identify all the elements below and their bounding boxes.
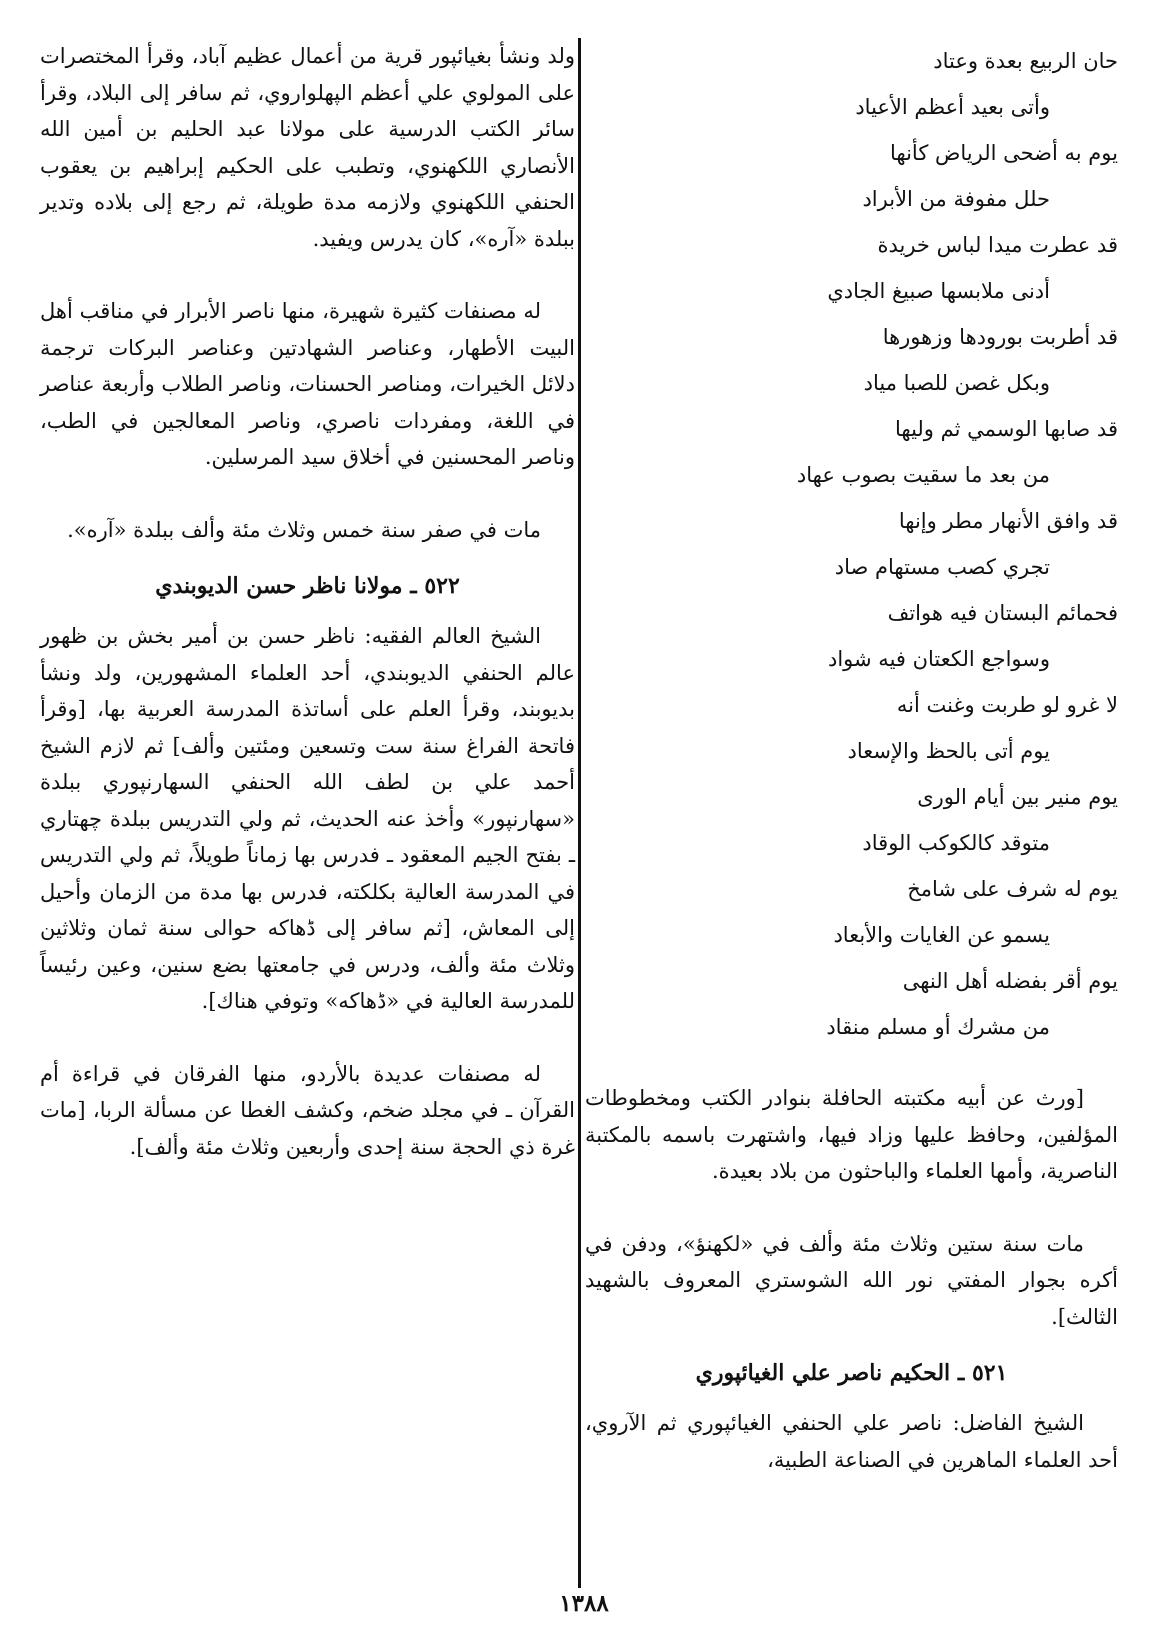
verse-line: قد وافق الأنهار مطر وإنها: [898, 509, 1118, 533]
verse-line: أدنى ملابسها صبيغ الجادي: [827, 279, 1050, 303]
paragraph-entry-521-continued: ولد ونشأ بغيائپور قرية من أعمال عظيم آباد، وقرأ المختصرات على المولوي علي أعظم الپهلواروي، ثم سافر إلى البلاد، وقرأ سائر الكتب الدرسية على مولانا عبد الحليم بن أمين الله الأنصاري اللكهنوي، وتطبب على الحكيم إبراهيم بن يعقوب الحنفي اللكهنوي ولازمه مدة طويلة، ثم رجع إلى بلاده وتدير ببلدة «آره»، كان يدرس ويفيد.: [40, 44, 575, 251]
verse-line: فحمائم البستان فيه هواتف: [887, 601, 1118, 625]
page-number: ١٣٨٨: [559, 1590, 609, 1617]
paragraph-entry-521-works: له مصنفات كثيرة شهيرة، منها ناصر الأبرار في مناقب أهل البيت الأطهار، وعناصر الشهادتين وعناصر البركات ترجمة دلائل الخيرات، ومناصر الحسنات، وناصر الطلاب وأربعة عناصر في اللغة، ومفردات ناصري، وناصر المعالجين في الطب، وناصر المحسنين في أخلاق سيد المرسلين.: [40, 299, 575, 469]
paragraph-entry-522-intro: الشيخ العالم الفقيه: ناظر حسن بن أمير بخش بن ظهور عالم الحنفي الديوبندي، أحد العلماء المشهورين، ولد ونشأ بديوبند، وقرأ العلم على أساتذة المدرسة العربية بها، [وقرأ فاتحة الفراغ سنة ست وتسعين ومئتين وألف] ثم لازم الشيخ أحمد علي بن لطف الله الحنفي السهارنپوري ببلدة «سهارنپور» وأخذ عنه الحديث، ثم ولي التدريس ببلدة چهتاري ـ بفتح الجيم المعقود ـ فدرس بها زماناً طويلاً، ثم ولي التدريس في المدرسة العالية بكلكته، فدرس بها مدة من الزمان وأحيل إلى المعاش، [ثم سافر إلى ڈهاكه حوالى سنة ثمان وثلاثين وثلاث مئة وألف، ودرس في جامعتها بضع سنين، وعين رئيساً للمدرسة العالية في «ڈهاكه» وتوفي هناك].: [40, 624, 575, 1013]
verse-line: تجري كصب مستهام صاد: [834, 555, 1050, 579]
verse-line: يوم أقر بفضله أهل النهى: [902, 969, 1118, 993]
verse-line: من مشرك أو مسلم منقاد: [826, 1015, 1050, 1039]
verse-line: يوم منير بين أيام الورى: [917, 785, 1118, 809]
verse-line: قد عطرت ميدا لباس خريدة: [877, 233, 1118, 257]
paragraph-entry-522-works: له مصنفات عديدة بالأردو، منها الفرقان في قراءة أم القرآن ـ في مجلد ضخم، وكشف الغطا عن مسألة الربا، [مات غرة ذي الحجة سنة إحدى وأربعين وثلاث مئة وألف].: [40, 1061, 575, 1159]
entry-heading-522: ٥٢٢ ـ مولانا ناظر حسن الديوبندي: [155, 573, 460, 599]
verse-line: متوقد كالكوكب الوقاد: [862, 831, 1050, 855]
poem: [585, 38, 1118, 1050]
paragraph-entry-521-intro: الشيخ الفاضل: ناصر علي الحنفي الغيائپوري ثم الآروي، أحد العلماء الماهرين في الصناعة الطبية،: [585, 1411, 1118, 1472]
verse-line: قد صابها الوسمي ثم وليها: [894, 417, 1118, 441]
verse-line: يسمو عن الغايات والأبعاد: [833, 923, 1050, 947]
verse-line: يوم له شرف على شامخ: [907, 877, 1118, 901]
verse-line: من بعد ما سقيت بصوب عهاد: [796, 463, 1050, 487]
verse-line: قد أطربت بورودها وزهورها: [882, 325, 1118, 349]
entry-heading-521: ٥٢١ ـ الحكيم ناصر علي الغيائپوري: [695, 1360, 1008, 1386]
paragraph-entry-521-death: مات في صفر سنة خمس وثلاث مئة وألف ببلدة «آره».: [67, 517, 541, 542]
verse-line: حان الربيع بعدة وعتاد: [933, 49, 1118, 73]
right-column: [585, 38, 1118, 1478]
column-divider: [578, 38, 581, 1588]
left-column: [40, 38, 575, 1165]
verse-line: وأتى بعيد أعظم الأعياد: [855, 95, 1050, 119]
verse-line: وسواجع الكعتان فيه شواد: [828, 647, 1050, 671]
verse-line: لا غرو لو طربت وغنت أنه: [896, 693, 1118, 717]
verse-line: حلل مفوفة من الأبراد: [862, 187, 1050, 211]
verse-line: وبكل غصن للصبا مياد: [863, 371, 1050, 395]
paragraph-library: [ورث عن أبيه مكتبته الحافلة بنوادر الكتب ومخطوطات المؤلفين، وحافظ عليها وزاد فيها، واشتهرت باسمه بالمكتبة الناصرية، وأمها العلماء والباحثون من بلاد بعيدة.: [585, 1086, 1118, 1183]
verse-line: يوم أتى بالحظ والإسعاد: [847, 739, 1050, 763]
verse-line: يوم به أضحى الرياض كأنها: [890, 141, 1118, 165]
paragraph-death-date: مات سنة ستين وثلاث مئة وألف في «لكهنؤ»، ودفن في أكره بجوار المفتي نور الله الشوستري المعروف بالشهيد الثالث].: [585, 1231, 1118, 1329]
